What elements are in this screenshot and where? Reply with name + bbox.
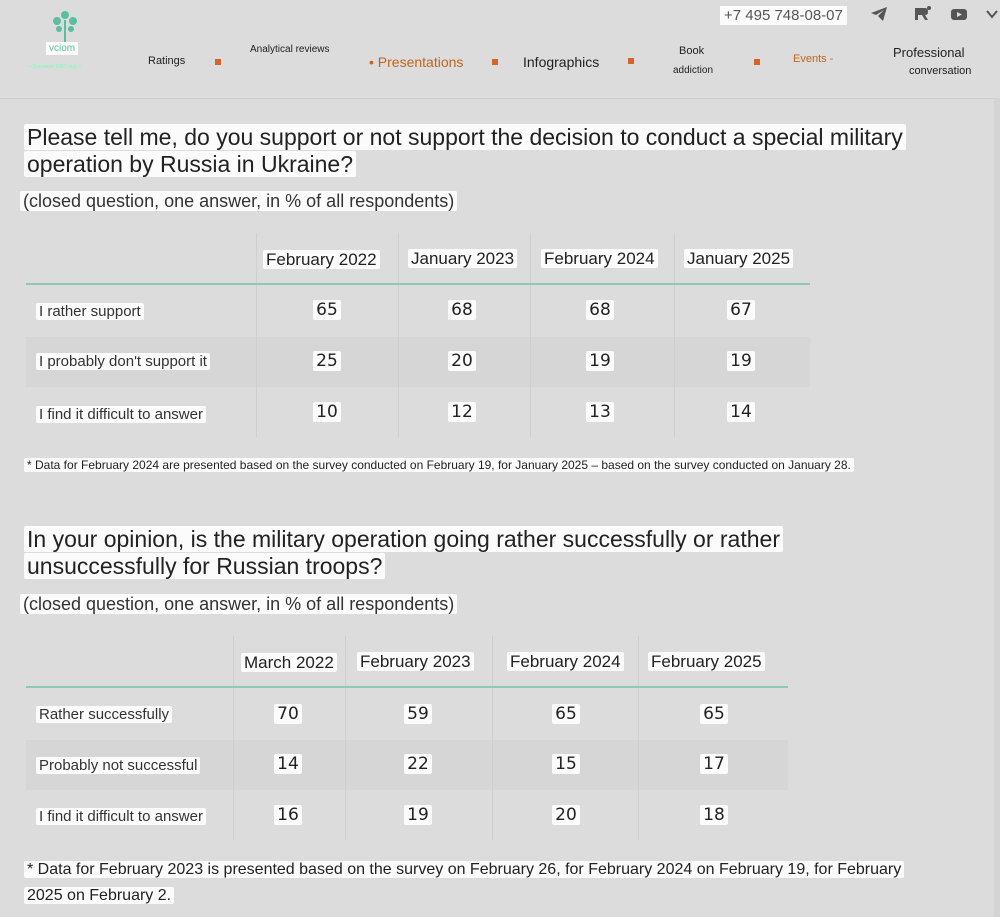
header-rule [26, 283, 810, 285]
nav-conversation[interactable]: conversation [909, 65, 972, 77]
nav-book-sub[interactable]: addiction [673, 65, 714, 76]
table-row-label: I find it difficult to answer [36, 406, 206, 423]
table-cell: 65 [694, 704, 734, 724]
table-row-label: I probably don't support it [36, 353, 210, 370]
question1-title-line2: operation by Russia in Ukraine? [24, 151, 356, 177]
column-divider [530, 233, 531, 437]
table-cell: 13 [580, 402, 620, 422]
table-cell: 14 [721, 402, 761, 422]
nav-separator [754, 59, 760, 65]
table-cell: 65 [546, 704, 586, 724]
question2-title [24, 526, 783, 580]
nav-separator [492, 59, 498, 65]
table-cell: 67 [721, 300, 761, 320]
table-cell: 17 [694, 754, 734, 774]
table-cell: 20 [546, 805, 586, 825]
column-divider [638, 636, 639, 840]
column-divider [492, 636, 493, 840]
table-cell: 15 [546, 754, 586, 774]
table-cell: 65 [307, 300, 347, 320]
column-divider [233, 636, 234, 840]
column-header: January 2023 [408, 249, 517, 269]
table-cell: 25 [307, 351, 347, 371]
logo-tagline: • Основано 1987 году • [28, 64, 81, 70]
column-header: February 2025 [648, 652, 765, 672]
table-cell: 19 [398, 805, 438, 825]
table-cell: 68 [580, 300, 620, 320]
table-cell: 18 [694, 805, 734, 825]
column-divider [674, 233, 675, 437]
phone-number[interactable]: +7 495 748-08-07 [720, 6, 847, 25]
table-row-label: Probably not successful [36, 757, 200, 774]
table-cell: 16 [268, 805, 308, 825]
column-divider [256, 233, 257, 437]
question2-title-line2: unsuccessfully for Russian troops? [24, 553, 385, 579]
column-header: February 2024 [541, 249, 658, 269]
question1-title [24, 124, 906, 178]
table-cell: 14 [268, 754, 308, 774]
table-cell: 68 [442, 300, 482, 320]
table-cell: 22 [398, 754, 438, 774]
chevron-down-icon[interactable] [986, 6, 998, 27]
column-header: January 2025 [684, 249, 793, 269]
nav-infographics[interactable]: Infographics [523, 54, 600, 70]
question2-footnote: * Data for February 2023 is presented based on the survey on February 26, for February 2024 on February 19, for February 2025 on February 2. [24, 857, 934, 909]
nav-book[interactable]: Book [679, 45, 705, 57]
logo[interactable] [22, 10, 106, 76]
nav-professional[interactable]: Professional [893, 45, 965, 60]
question2-title-line1: In your opinion, is the military operation going rather successfully or rather [24, 526, 783, 552]
table-cell: 10 [307, 402, 347, 422]
question1-title-line1: Please tell me, do you support or not support the decision to conduct a special military [24, 124, 906, 150]
table-row-label: I rather support [36, 303, 144, 320]
table-cell: 20 [442, 351, 482, 371]
nav-ratings[interactable]: Ratings [148, 55, 186, 67]
column-header: February 2024 [507, 652, 624, 672]
logo-text: vciom [46, 42, 78, 55]
table-cell: 70 [268, 704, 308, 724]
column-divider [398, 233, 399, 437]
question2-subtitle [20, 594, 457, 615]
column-divider [345, 636, 346, 840]
table-row-label: Rather successfully [36, 706, 172, 723]
table-cell: 19 [721, 351, 761, 371]
column-header: February 2023 [357, 652, 474, 672]
nav-presentations[interactable]: • Presentations [369, 54, 464, 70]
question2-subtitle-text: (closed question, one answer, in % of all respondents) [20, 594, 457, 614]
nav-events[interactable]: Events - [793, 53, 834, 65]
table-cell: 12 [442, 402, 482, 422]
column-header: February 2022 [263, 250, 380, 270]
telegram-icon[interactable] [870, 6, 888, 27]
nav-separator [215, 59, 221, 65]
question1-footnote: * Data for February 2024 are presented based on the survey conducted on February 19, for January 2025 – based on the survey conducted on January 28. [24, 458, 854, 472]
rutube-icon[interactable] [913, 6, 931, 27]
youtube-icon[interactable] [950, 6, 968, 27]
column-header: March 2022 [241, 653, 337, 673]
table-cell: 59 [398, 704, 438, 724]
header-rule [26, 686, 788, 688]
table-cell: 19 [580, 351, 620, 371]
question1-subtitle-text: (closed question, one answer, in % of all respondents) [20, 191, 457, 211]
question1-subtitle [20, 191, 457, 212]
site-header [0, 0, 1000, 99]
table-row-label: I find it difficult to answer [36, 808, 206, 825]
page-scrollbar[interactable] [994, 98, 1000, 917]
nav-analytical-reviews[interactable]: Analytical reviews [250, 44, 330, 55]
nav-separator [628, 58, 634, 64]
